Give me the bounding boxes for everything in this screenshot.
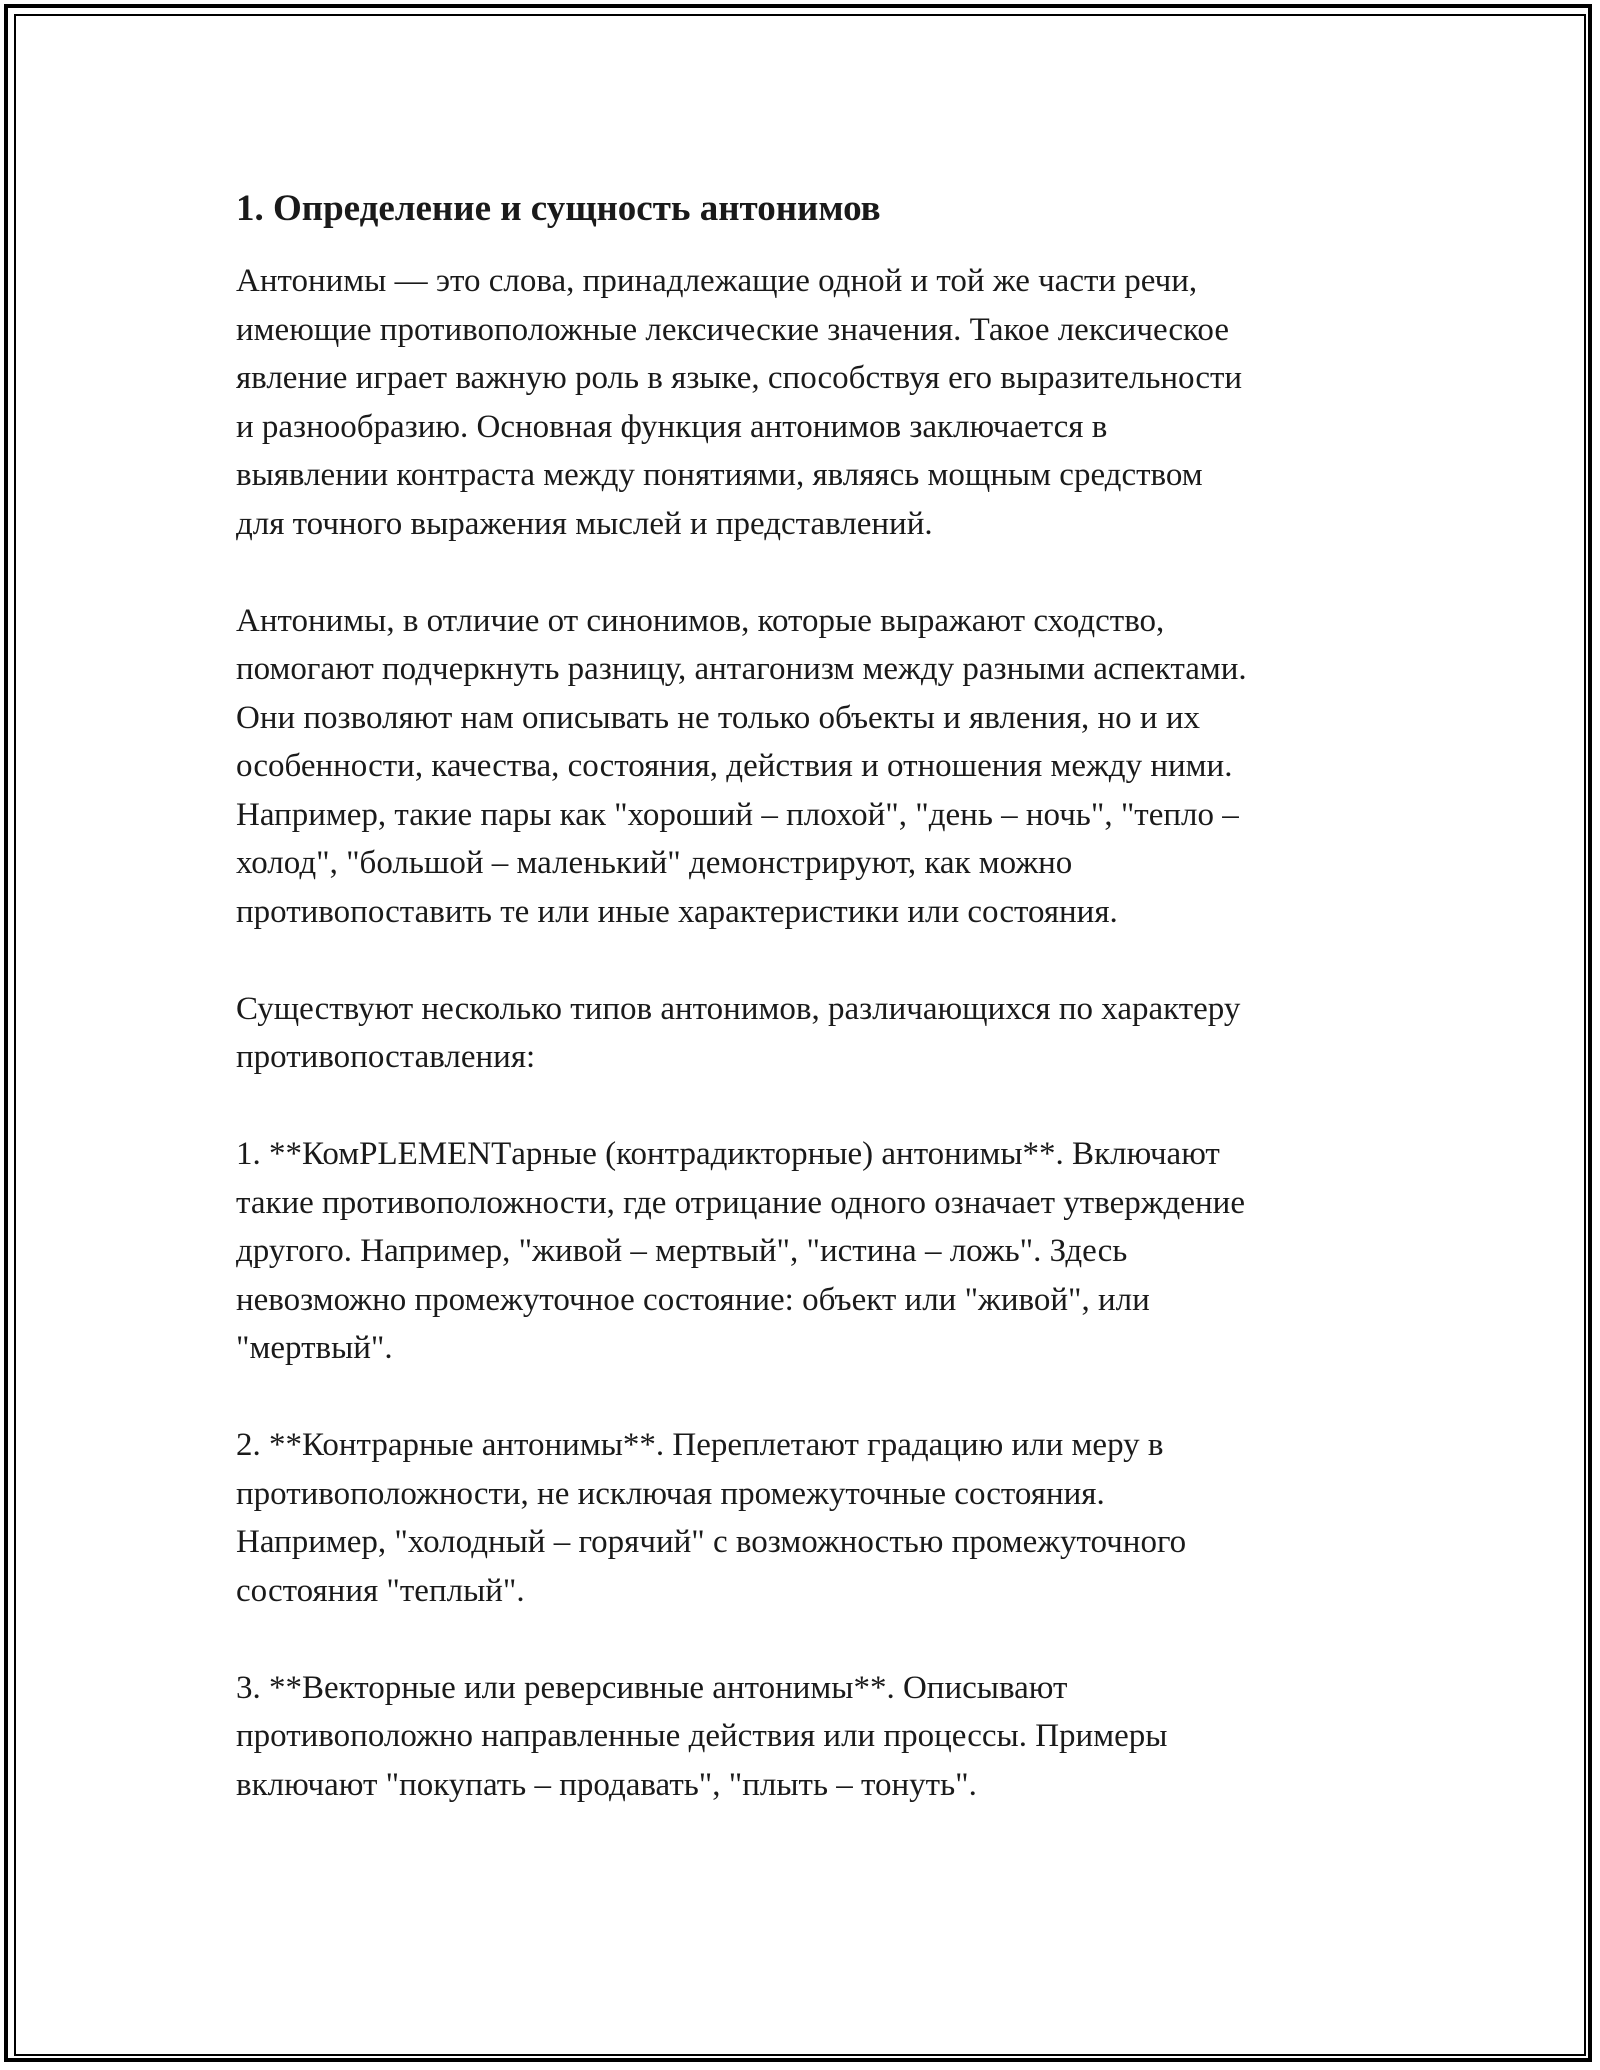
document-body: [236, 185, 1386, 1809]
text-line: Например, "холодный – горячий" с возможностью промежуточного: [236, 1524, 1187, 1560]
text-line: 1. **КомPLEMENTарные (контрадикторные) антонимы**. Включают: [236, 1136, 1220, 1172]
text-line: невозможно промежуточное состояние: объект или "живой", или: [236, 1281, 1150, 1318]
text-line: явление играет важную роль в языке, способствуя его выразительности: [236, 360, 1243, 396]
text-line: другого. Например, "живой – мертвый", "истина – ложь". Здесь: [236, 1233, 1128, 1269]
text-line: противопоставления:: [236, 1039, 536, 1075]
text-line: Например, такие пары как "хороший – плохой", "день – ночь", "тепло –: [236, 796, 1239, 833]
text-line: Антонимы — это слова, принадлежащие одной и той же части речи,: [236, 263, 1198, 299]
paragraph-spacer: [236, 1373, 1386, 1422]
body-paragraph: [236, 1664, 1386, 1810]
text-line: помогают подчеркнуть разницу, антагонизм между разными аспектами.: [236, 651, 1247, 687]
paragraph-list: [236, 257, 1386, 1809]
body-paragraph: [236, 257, 1386, 548]
text-line: противопоставить те или иные характеристики или состояния.: [236, 893, 1118, 930]
paragraph-spacer: [236, 1082, 1386, 1131]
body-paragraph: [236, 597, 1386, 937]
text-line: 3. **Векторные или реверсивные антонимы**. Описывают: [236, 1669, 1068, 1706]
text-line: "мертвый".: [236, 1330, 393, 1366]
body-paragraph: [236, 1130, 1386, 1373]
text-line: Антонимы, в отличие от синонимов, которые выражают сходство,: [236, 602, 1165, 639]
text-line: состояния "теплый".: [236, 1572, 525, 1609]
text-line: включают "покупать – продавать", "плыть – тонуть".: [236, 1766, 977, 1803]
text-line: 2. **Контрарные антонимы**. Переплетают градацию или меру в: [236, 1427, 1164, 1463]
text-line: холод", "большой – маленький" демонстрируют, как можно: [236, 845, 1073, 881]
paragraph-spacer: [236, 936, 1386, 985]
text-line: противоположно направленные действия или процессы. Примеры: [236, 1718, 1168, 1754]
text-line: выявлении контраста между понятиями, являясь мощным средством: [236, 457, 1203, 493]
body-paragraph: [236, 985, 1386, 1082]
text-line: противоположности, не исключая промежуточные состояния.: [236, 1475, 1105, 1512]
paragraph-spacer: [236, 548, 1386, 597]
paragraph-spacer: [236, 1615, 1386, 1664]
text-line: такие противоположности, где отрицание одного означает утверждение: [236, 1184, 1245, 1221]
text-line: Они позволяют нам описывать не только объекты и явления, но и их: [236, 699, 1200, 736]
text-line: для точного выражения мыслей и представлений.: [236, 505, 933, 542]
text-line: и разнообразию. Основная функция антонимов заключается в: [236, 408, 1108, 445]
text-line: Существуют несколько типов антонимов, различающихся по характеру: [236, 990, 1241, 1027]
text-line: имеющие противоположные лексические значения. Такое лексическое: [236, 311, 1229, 348]
body-paragraph: [236, 1421, 1386, 1615]
section-heading: 1. Определение и сущность антонимов: [236, 188, 881, 229]
text-line: особенности, качества, состояния, действия и отношения между ними.: [236, 748, 1233, 784]
